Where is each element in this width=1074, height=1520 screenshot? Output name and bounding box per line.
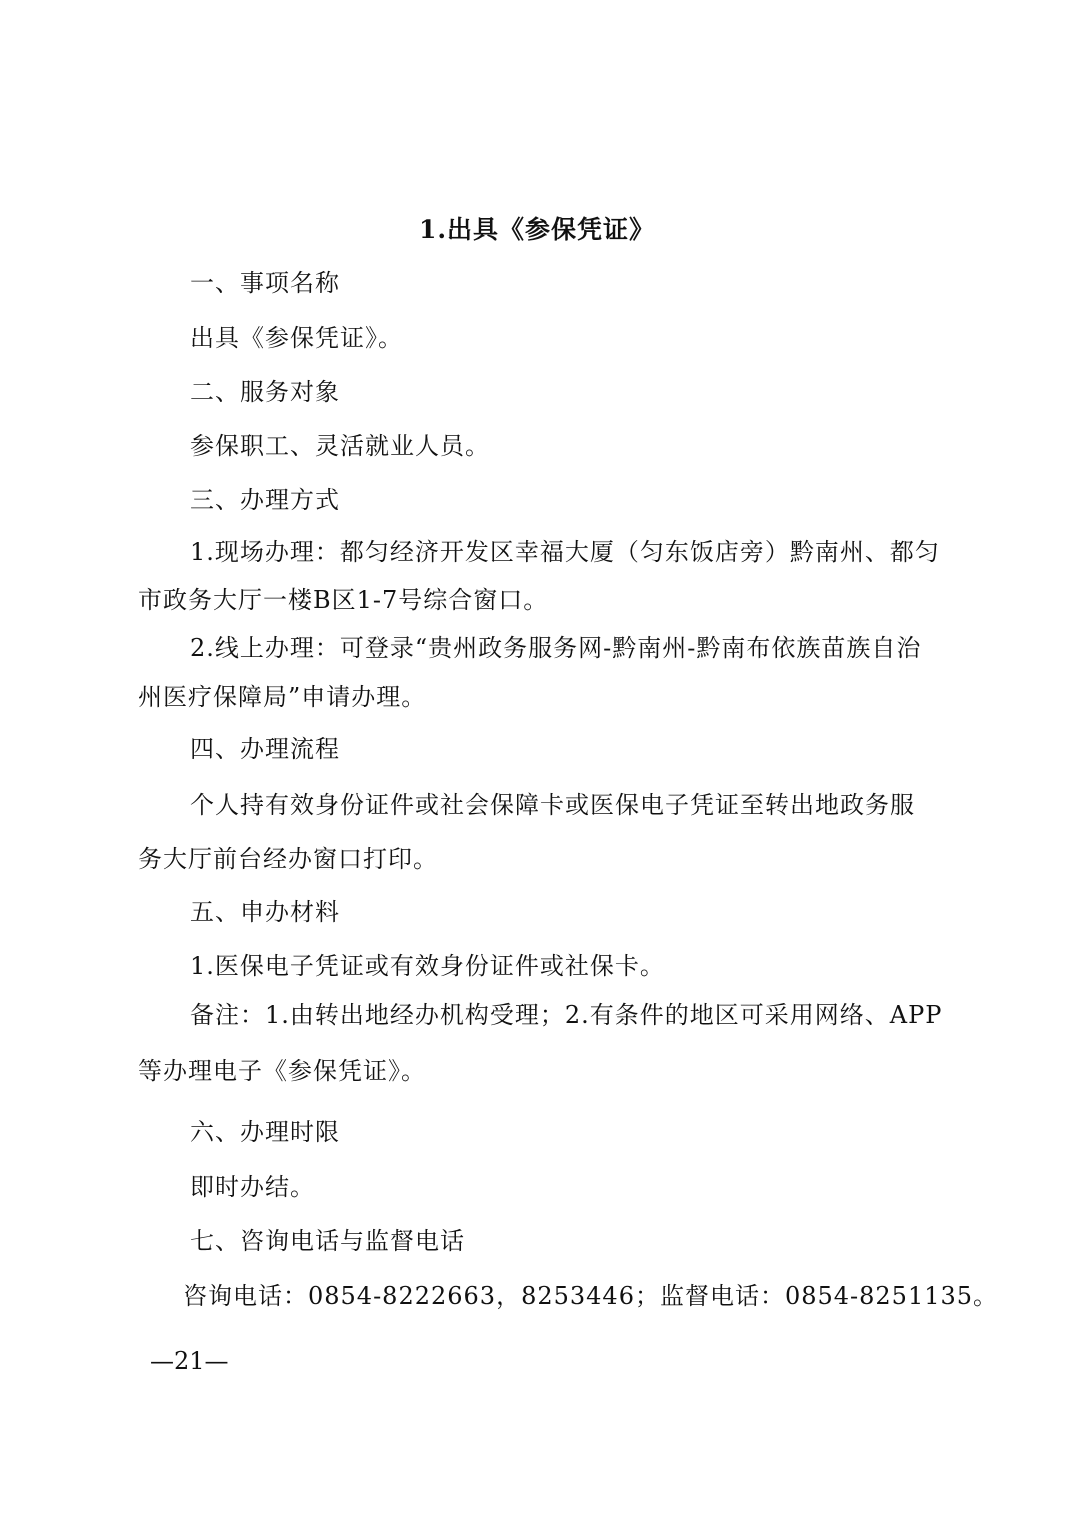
section-heading-item-name: 一、事项名称 xyxy=(190,269,340,297)
materials-note-line-1: 备注：1.由转出地经办机构受理；2.有条件的地区可采用网络、APP xyxy=(190,1001,943,1029)
process-line-2: 务大厅前台经办窗口打印。 xyxy=(138,845,438,873)
onsite-handling-line-1: 1.现场办理：都匀经济开发区幸福大厦（匀东饭店旁）黔南州、都匀 xyxy=(190,538,940,566)
process-line-1: 个人持有效身份证件或社会保障卡或医保电子凭证至转出地政务服 xyxy=(190,791,915,819)
materials-item-1: 1.医保电子凭证或有效身份证件或社保卡。 xyxy=(190,952,665,980)
section-heading-contact: 七、咨询电话与监督电话 xyxy=(190,1227,465,1255)
document-title: 1.出具《参保凭证》 xyxy=(418,215,656,244)
item-name-text: 出具《参保凭证》。 xyxy=(190,324,403,352)
service-target-text: 参保职工、灵活就业人员。 xyxy=(190,432,490,460)
online-handling-line-2: 州医疗保障局”申请办理。 xyxy=(138,683,427,711)
onsite-handling-line-2: 市政务大厅一楼B区1-7号综合窗口。 xyxy=(138,586,549,614)
materials-note-line-2: 等办理电子《参保凭证》。 xyxy=(138,1057,426,1085)
contact-phones-text: 咨询电话：0854-8222663，8253446；监督电话：0854-8251135。 xyxy=(183,1282,999,1310)
page-number: —21— xyxy=(150,1347,229,1375)
section-heading-materials: 五、申办材料 xyxy=(190,898,340,926)
section-heading-process: 四、办理流程 xyxy=(190,735,340,763)
section-heading-handling-method: 三、办理方式 xyxy=(190,486,340,514)
section-heading-service-target: 二、服务对象 xyxy=(190,378,340,406)
online-handling-line-1: 2.线上办理：可登录“贵州政务服务网-黔南州-黔南布依族苗族自治 xyxy=(190,634,922,662)
section-heading-time-limit: 六、办理时限 xyxy=(190,1118,340,1146)
time-limit-text: 即时办结。 xyxy=(190,1173,315,1201)
